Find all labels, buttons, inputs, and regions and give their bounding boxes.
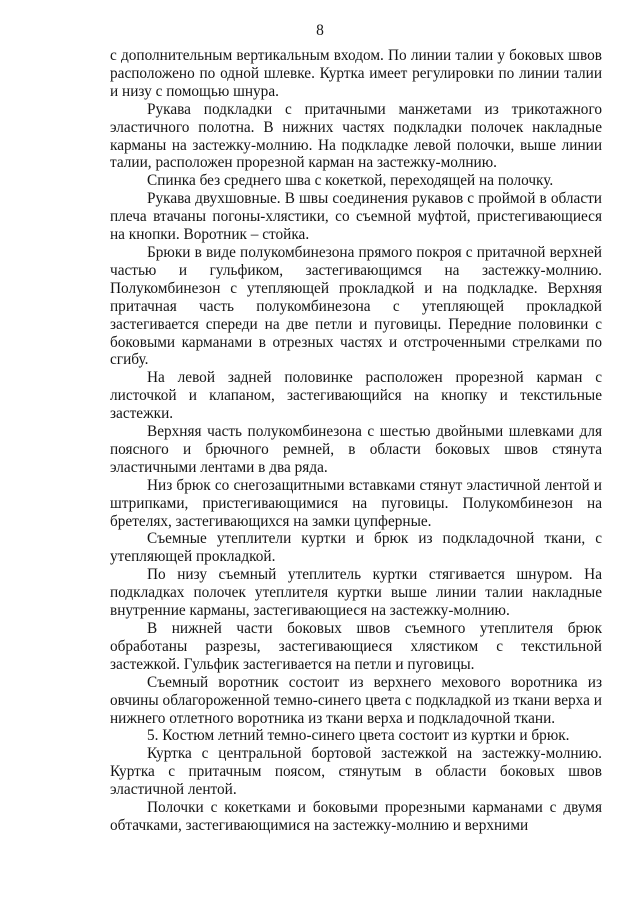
paragraph: с дополнительным вертикальным входом. По линии талии у боковых швов расположено по одной шлевке. Куртка имеет регулировки по линии талии и низу с помощью шнура. <box>110 47 602 100</box>
page-number: 8 <box>316 22 324 39</box>
paragraph: Куртка с центральной бортовой застежкой на застежку-молнию. Куртка с притачным поясом, стянутым в области боковых швов эластичной лентой. <box>110 745 602 799</box>
paragraph: В нижней части боковых швов съемного утеплителя брюк обработаны разрезы, застегивающиеся хлястиком с текстильной застежкой. Гульфик застегивается на петли и пуговицы. <box>110 620 602 673</box>
paragraph: Съемные утеплители куртки и брюк из подкладочной ткани, с утепляющей прокладкой. <box>110 530 602 566</box>
section-heading: 5. Костюм летний темно-синего цвета состоит из куртки и брюк. <box>147 727 570 745</box>
paragraph: Полочки с кокетками и боковыми прорезными карманами с двумя обтачками, застегивающимися на застежку-молнию и верхними <box>110 799 602 834</box>
paragraph: Спинка без среднего шва с кокеткой, переходящей на полочку. <box>147 172 554 190</box>
paragraph: На левой задней половинке расположен прорезной карман с листочкой и клапаном, застегивающийся на кнопку и текстильные застежки. <box>110 369 602 423</box>
paragraph: Съемный воротник состоит из верхнего мехового воротника из овчины облагороженной темно-синего цвета с подкладкой из ткани верха и нижнего отлетного воротника из ткани верха и подкладочной ткани. <box>110 673 602 727</box>
paragraph: Рукава двухшовные. В швы соединения рукавов с проймой в области плеча втачаны погоны-хлястики, со съемной муфтой, пристегивающиеся на кнопки. Воротник – стойка. <box>110 190 602 244</box>
paragraph: Низ брюк со снегозащитными вставками стянут эластичной лентой и штрипками, пристегивающимися на пуговицы. Полукомбинезон на бретелях, застегивающихся на замки цупферные. <box>110 476 602 530</box>
document-body <box>110 47 602 835</box>
paragraph: Рукава подкладки с притачными манжетами из трикотажного эластичного полотна. В нижних частях подкладки полочек накладные карманы на застежку-молнию. На подкладке левой полочки, выше линии талии, расположен прорезной карман на застежку-молнию. <box>110 100 602 172</box>
paragraph: Верхняя часть полукомбинезона с шестью двойными шлевками для поясного и брючного ремней, в области боковых швов стянута эластичными лентами в два ряда. <box>110 423 602 476</box>
paragraph: Брюки в виде полукомбинезона прямого покроя с притачной верхней частью и гульфиком, застегивающимся на застежку-молнию. Полукомбинезон с утепляющей прокладкой и на подкладке. Верхняя притачная часть полукомбинезона с утепляющей прокладкой застегивается спереди на две петли и пуговицы. Передние половинки с боковыми карманами в отрезных частях и отстроченными стрелками по сгибу. <box>110 243 602 369</box>
paragraph: По низу съемный утеплитель куртки стягивается шнуром. На подкладках полочек утеплителя куртки выше линии талии накладные внутренние карманы, застегивающиеся на застежку-молнию. <box>110 566 602 620</box>
